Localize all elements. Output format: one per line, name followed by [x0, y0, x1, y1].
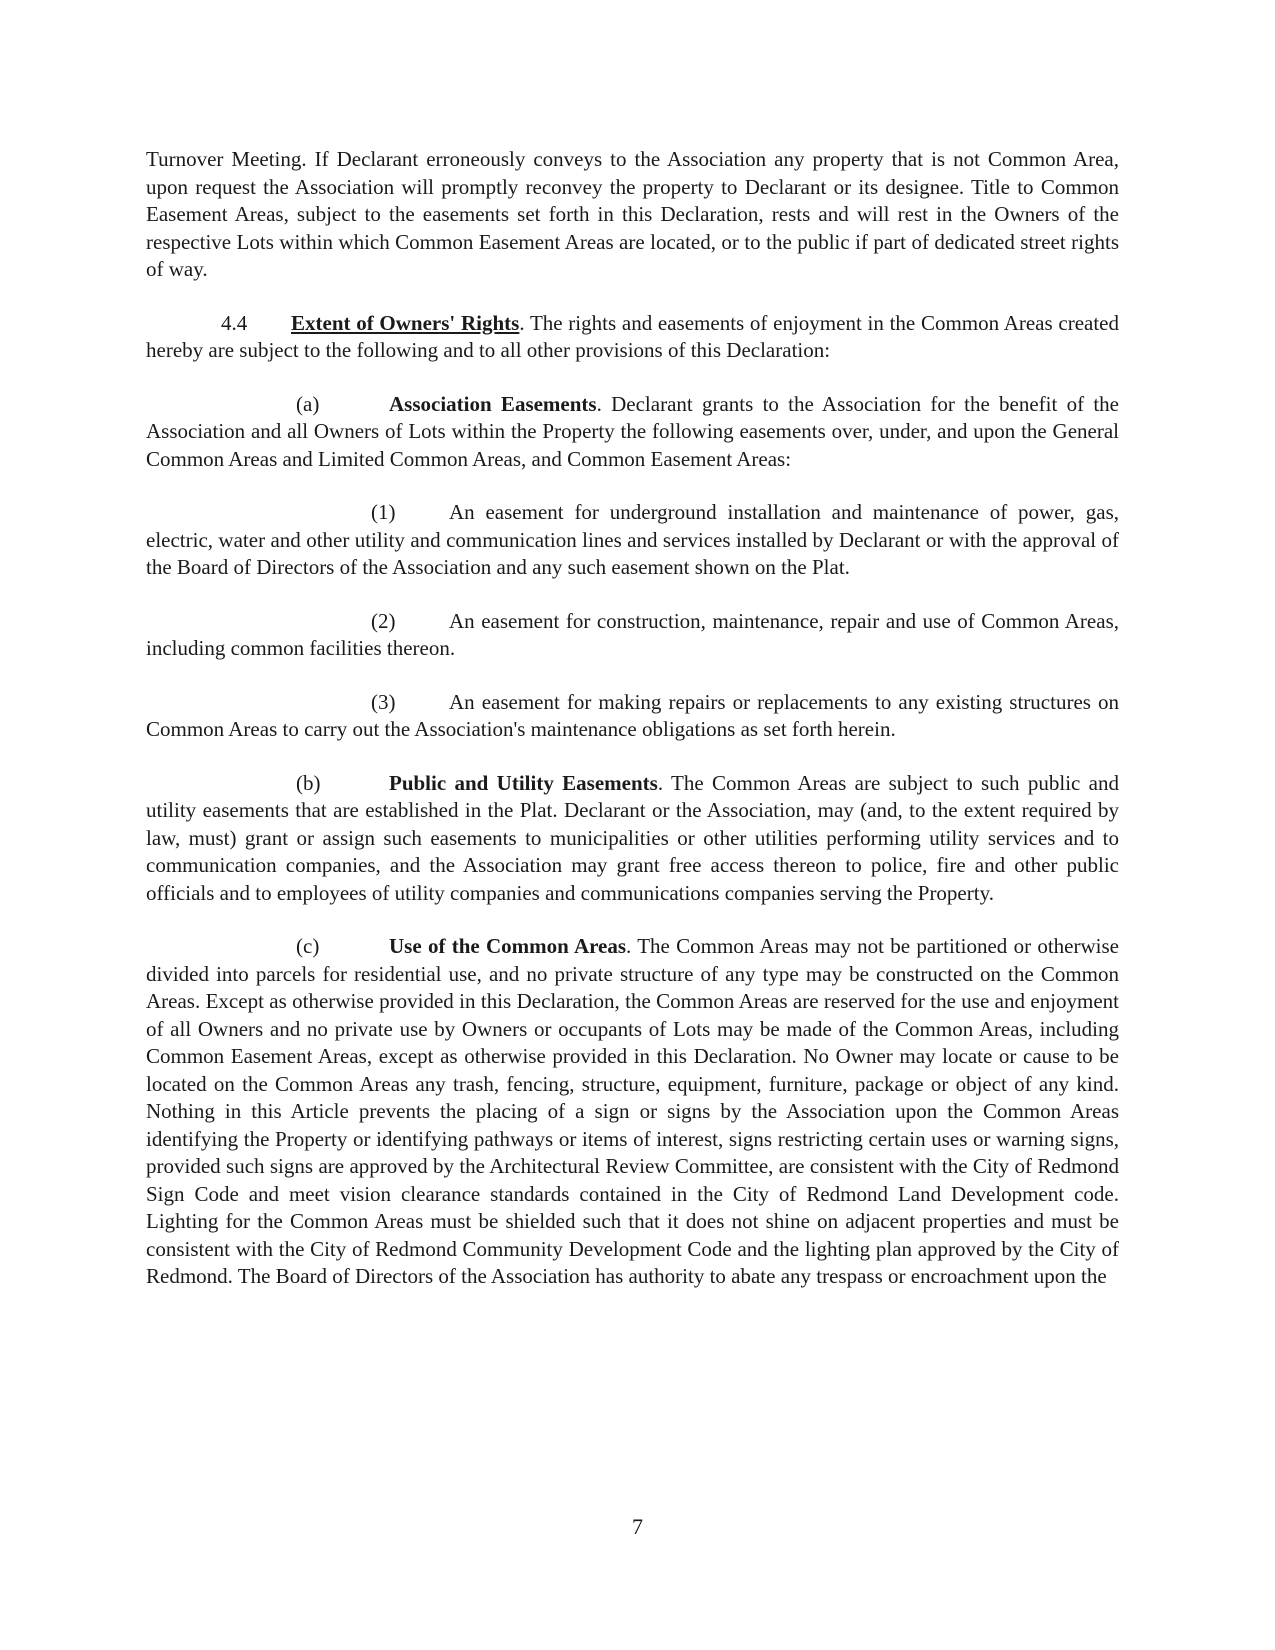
- intro-paragraph: [146, 146, 1119, 284]
- subsection-b-text: . The Common Areas are subject to such public and utility easements that are established in the Plat. Declarant or the Association, may (and, to the extent required by law, must) grant or assign such easements to municipalities or other utilities performing utility services and to communication companies, and the Association may grant free access thereon to police, fire and other public officials and to employees of utility companies and communications companies serving the Property.: [146, 770, 1119, 905]
- subsection-b-title: Public and Utility Easements: [389, 770, 658, 795]
- subsection-c-label: (c): [296, 934, 320, 958]
- section-4-4: [146, 310, 1119, 365]
- section-4-4-number: 4.4: [221, 310, 248, 335]
- intro-paragraph-text: Turnover Meeting. If Declarant erroneously conveys to the Association any property that is not Common Area, upon request the Association will promptly reconvey the property to Declarant or its designee. Title to Common Easement Areas, subject to the easements set forth in this Declaration, rests and will rest in the Owners of the respective Lots within which Common Easement Areas are located, or to the public if part of dedicated street rights of way.: [146, 147, 1119, 281]
- item-3-text: An easement for making repairs or replacements to any existing structures on Common Areas to carry out the Association's maintenance obligations as set forth herein.: [146, 689, 1119, 741]
- item-3: [146, 689, 1119, 744]
- section-4-4-title: Extent of Owners' Rights: [291, 310, 520, 335]
- subsection-c-title: Use of the Common Areas: [389, 934, 627, 958]
- subsection-c: [146, 933, 1119, 1291]
- subsection-a-title: Association Easements: [389, 391, 597, 416]
- item-2: [146, 608, 1119, 663]
- section-4-4-text: . The rights and easements of enjoyment in the Common Areas created hereby are subject to the following and to all other provisions of this Declaration:: [146, 310, 1119, 362]
- item-1: [146, 499, 1119, 582]
- subsection-a: [146, 391, 1119, 474]
- item-1-label: (1): [371, 500, 396, 524]
- subsection-c-text: . The Common Areas may not be partitioned or otherwise divided into parcels for residential use, and no private structure of any type may be constructed on the Common Areas. Except as otherwise provided in this Declaration, the Common Areas are reserved for the use and enjoyment of all Owners and no private use by Owners or occupants of Lots may be made of the Common Areas, including Common Easement Areas, except as otherwise provided in this Declaration. No Owner may locate or cause to be located on the Common Areas any trash, fencing, structure, equipment, furniture, package or object of any kind. Nothing in this Article prevents the placing of a sign or signs by the Association upon the Common Areas identifying the Property or identifying pathways or items of interest, signs restricting certain uses or warning signs, provided such signs are approved by the Architectural Review Committee, are consistent with the City of Redmond Sign Code and meet vision clearance standards contained in the City of Redmond Land Development code. Lighting for the Common Areas must be shielded such that it does not shine on adjacent properties and must be consistent with the City of Redmond Community Development Code and the lighting plan approved by the City of Redmond. The Board of Directors of the Association has authority to abate any trespass or encroachment upon the: [146, 934, 1119, 1288]
- subsection-b-label: (b): [296, 770, 321, 795]
- subsection-a-label: (a): [296, 391, 320, 416]
- item-1-text: An easement for underground installation and maintenance of power, gas, electric, water and other utility and communication lines and services installed by Declarant or with the approval of the Board of Directors of the Association and any such easement shown on the Plat.: [146, 500, 1119, 579]
- item-2-label: (2): [371, 608, 396, 633]
- subsection-b: [146, 770, 1119, 908]
- document-body: [146, 146, 1119, 1317]
- item-3-label: (3): [371, 689, 396, 714]
- subsection-a-text: . Declarant grants to the Association for the benefit of the Association and all Owners of Lots within the Property the following easements over, under, and upon the General Common Areas and Limited Common Areas, and Common Easement Areas:: [146, 391, 1119, 471]
- item-2-text: An easement for construction, maintenance, repair and use of Common Areas, including common facilities thereon.: [146, 608, 1119, 660]
- page-number: 7: [632, 1514, 643, 1539]
